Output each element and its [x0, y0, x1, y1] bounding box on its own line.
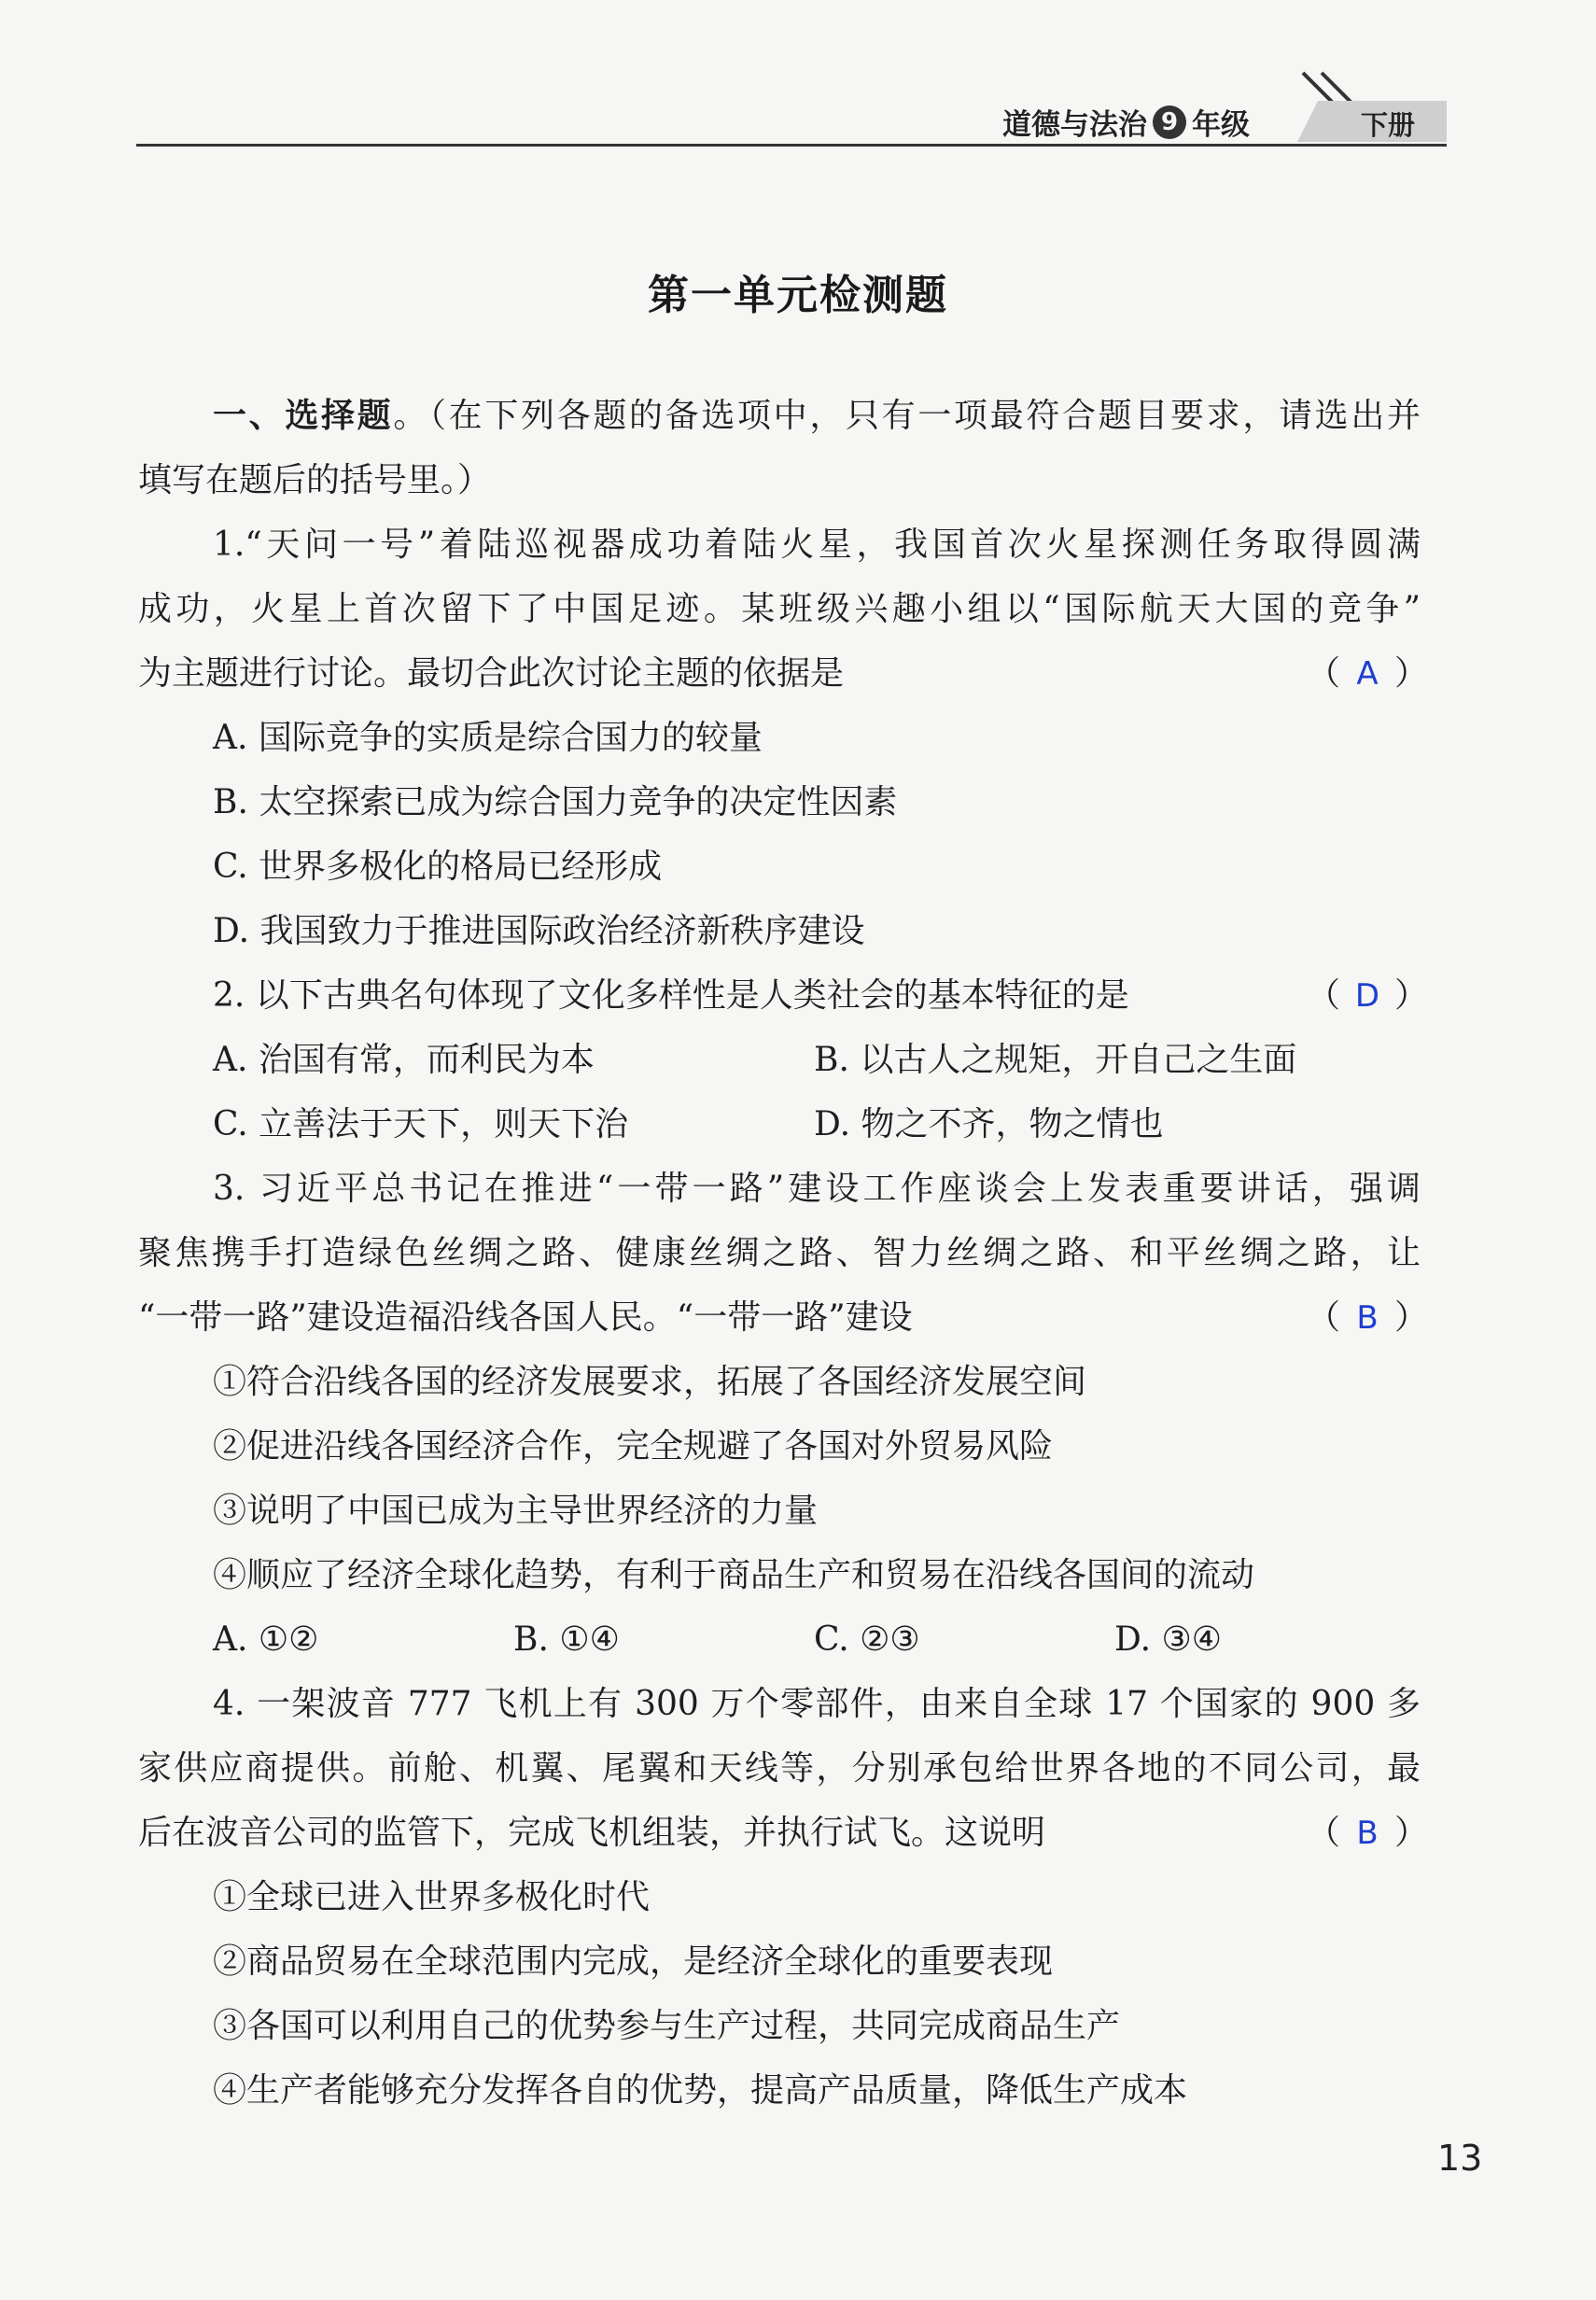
question-4-line: 家供应商提供。前舱、机翼、尾翼和天线等，分别承包给世界各地的不同公司，最 — [138, 1749, 1421, 1788]
bracket-open: （ — [1307, 1298, 1341, 1337]
question-1-line: 成功，火星上首次留下了中国足迹。某班级兴趣小组以“国际航天大国的竞争” — [138, 590, 1421, 628]
statement: ①全球已进入世界多极化时代 — [213, 1878, 651, 1916]
statement: ③各国可以利用自己的优势参与生产过程，共同完成商品生产 — [213, 2007, 1121, 2045]
option: B. 以古人之规矩，开自己之生面 — [814, 1041, 1297, 1079]
question-3-line: 聚焦携手打造绿色丝绸之路、健康丝绸之路、智力丝绸之路、和平丝绸之路，让 — [138, 1234, 1421, 1272]
option: C. ②③ — [814, 1620, 920, 1659]
instruction-line2: 填写在题后的括号里。） — [138, 461, 492, 499]
question-1-line: 为主题进行讨论。最切合此次讨论主题的依据是 — [138, 654, 845, 693]
statement: ④顺应了经济全球化趋势，有利于商品生产和贸易在沿线各国间的流动 — [213, 1556, 1255, 1594]
answer-slot — [1307, 1297, 1428, 1339]
option: D. ③④ — [1114, 1620, 1223, 1659]
option: C. 立善法于天下，则天下治 — [213, 1105, 629, 1143]
section-heading: 一、选择题 — [213, 397, 394, 435]
volume-label: 下册 — [1361, 109, 1416, 141]
question-4-line: 后在波音公司的监管下，完成飞机组装，并执行试飞。这说明 — [138, 1814, 1046, 1852]
grade-label: 年级 — [1192, 108, 1250, 142]
page-header — [0, 0, 1596, 159]
statement: ①符合沿线各国的经济发展要求，拓展了各国经济发展空间 — [213, 1363, 1087, 1401]
bracket-close: ） — [1393, 654, 1428, 693]
option: A. 治国有常，而利民为本 — [213, 1041, 595, 1079]
grade-badge: 9 — [1153, 105, 1186, 139]
answer-slot — [1307, 975, 1428, 1017]
question-4-line: 4. 一架波音 777 飞机上有 300 万个零部件，由来自全球 17 个国家的 900 多 — [213, 1685, 1421, 1723]
bracket-open: （ — [1307, 976, 1341, 1015]
answer-mark: D — [1354, 977, 1380, 1015]
bracket-close: ） — [1393, 976, 1428, 1015]
option: C. 世界多极化的格局已经形成 — [213, 848, 663, 886]
bracket-close: ） — [1393, 1298, 1428, 1337]
option: D. 物之不齐，物之情也 — [814, 1105, 1164, 1143]
answer-mark: B — [1356, 1299, 1379, 1337]
bracket-open: （ — [1307, 654, 1341, 693]
statement: ②促进沿线各国经济合作，完全规避了各国对外贸易风险 — [213, 1427, 1054, 1466]
header-subject — [1002, 101, 1250, 143]
option: A. 国际竞争的实质是综合国力的较量 — [213, 719, 763, 757]
statement: ④生产者能够充分发挥各自的优势，提高产品质量，降低生产成本 — [213, 2071, 1188, 2110]
option: B. ①④ — [513, 1620, 620, 1659]
question-3-line: 3. 习近平总书记在推进“一带一路”建设工作座谈会上发表重要讲话，强调 — [213, 1170, 1421, 1208]
subject-label: 道德与法治 — [1002, 108, 1147, 142]
page-title: 第一单元检测题 — [648, 272, 948, 319]
bracket-open: （ — [1307, 1814, 1341, 1852]
question-3-line: “一带一路”建设造福沿线各国人民。“一带一路”建设 — [138, 1298, 913, 1337]
page-number: 13 — [1437, 2138, 1483, 2179]
bracket-close: ） — [1393, 1814, 1428, 1852]
answer-slot — [1307, 653, 1428, 694]
header-divider — [136, 144, 1447, 147]
answer-mark: A — [1356, 655, 1379, 693]
option: D. 我国致力于推进国际政治经济新秩序建设 — [213, 912, 865, 950]
question-2-line: 2. 以下古典名句体现了文化多样性是人类社会的基本特征的是 — [213, 976, 1129, 1015]
statement: ②商品贸易在全球范围内完成，是经济全球化的重要表现 — [213, 1942, 1054, 1981]
section-instruction — [213, 396, 1421, 437]
option: A. ①② — [213, 1620, 319, 1659]
statement: ③说明了中国已成为主导世界经济的力量 — [213, 1492, 819, 1530]
question-1-line: 1.“天问一号”着陆巡视器成功着陆火星，我国首次火星探测任务取得圆满 — [213, 526, 1421, 564]
option: B. 太空探索已成为综合国力竞争的决定性因素 — [213, 783, 898, 821]
instruction-line1: 。（在下列各题的备选项中，只有一项最符合题目要求，请选出并 — [393, 397, 1421, 435]
answer-mark: B — [1356, 1815, 1379, 1852]
answer-slot — [1307, 1813, 1428, 1854]
